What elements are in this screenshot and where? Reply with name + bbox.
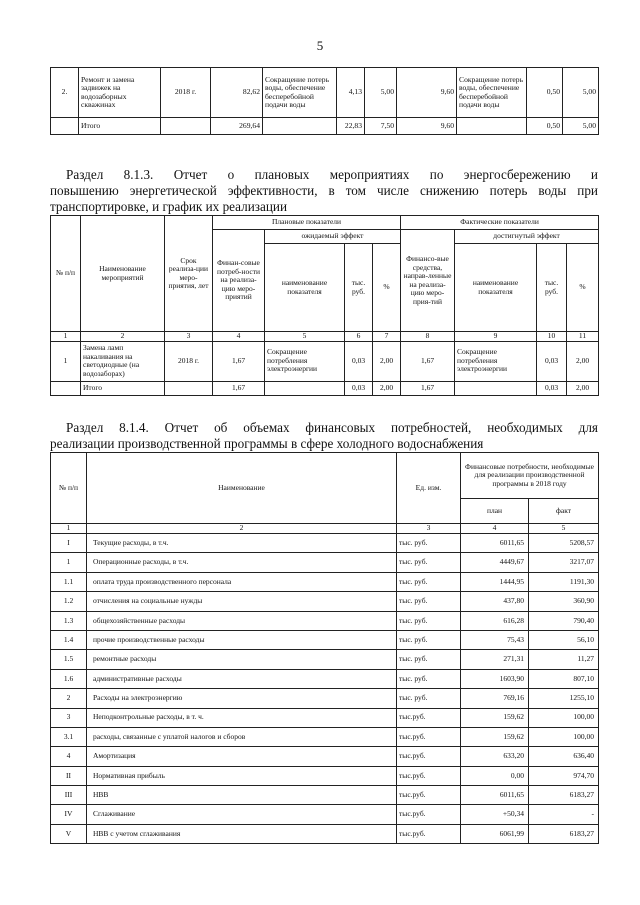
table-row: Итого 269,64 22,83 7,50 9,60 0,50 5,00 <box>51 118 599 135</box>
table-row: IV Сглаживание тыс.руб. +50,34 - <box>51 805 599 824</box>
column-numbers-row: 1 2 3 4 5 6 7 8 9 10 11 <box>51 332 599 342</box>
table-row: 1.4 прочие производственные расходы тыс. руб. 75,43 56,10 <box>51 630 599 649</box>
table-row: 3 Неподконтрольные расходы, в т. ч. тыс.руб. 159,62 100,00 <box>51 708 599 727</box>
table-row: 1.5 ремонтные расходы тыс. руб. 271,31 11,27 <box>51 650 599 669</box>
financial-needs-rows <box>51 534 599 844</box>
table-row: 3.1 расходы, связанные с уплатой налогов и сборов тыс.руб. 159,62 100,00 <box>51 727 599 746</box>
table-row: 1 Операционные расходы, в т.ч. тыс. руб. 4449,67 3217,07 <box>51 553 599 572</box>
column-numbers-row: 1 2 3 4 5 <box>51 524 599 534</box>
section-8-1-4-heading: Раздел 8.1.4. Отчет об объемах финансовых потребностей, необходимых для <box>66 420 598 435</box>
section-8-1-4-heading-cont: реализации производственной программы в сфере холодного водоснабжения <box>50 436 484 451</box>
table-row: II Нормативная прибыль тыс.руб. 0,00 974,70 <box>51 766 599 785</box>
table-row: 2 Расходы на электроэнергию тыс. руб. 769,16 1255,10 <box>51 689 599 708</box>
table-row: 1.1 оплата труда производственного персонала тыс. руб. 1444,95 1191,30 <box>51 572 599 591</box>
table-header-row: Финан-совые потреб-ности на реализа-цию меро-приятий ожидаемый эффект Финансо-вые средства, направ-ленные на реализа-цию меро-прия-тий достигнутый эффект <box>51 230 599 244</box>
section-8-1-3-heading-cont: повышению энергетической эффективности, в том числе снижению потерь воды при транспортировке, и график их реализации <box>50 183 598 214</box>
table-header-row: № п/п Наименование мероприятий Срок реализа-ции меро-приятия, лет Плановые показатели Фактические показатели <box>51 216 599 230</box>
table-row: 1 Замена ламп накаливания на светодиодные (на водозаборах) 2018 г. 1,67 Сокращение потребления электроэнергии 0,03 2,00 1,67 Сокращение потребления электроэнергии 0,03 2,00 <box>51 341 599 381</box>
table-header-row: наименование показателя тыс. руб. % наименование показателя тыс. руб. % <box>51 244 599 332</box>
financial-needs-table <box>50 452 599 844</box>
table-header-row: план факт <box>51 499 599 524</box>
table-row: 1.2 отчисления на социальные нужды тыс. руб. 437,80 360,90 <box>51 592 599 611</box>
table-row: V НВВ с учетом сглаживания тыс.руб. 6061,99 6183,27 <box>51 824 599 843</box>
energy-saving-table <box>50 215 599 396</box>
table-row: 2. Ремонт и замена задвижек на водозаборных скважинах 2018 г. 82,62 Сокращение потерь воды, обеспечение бесперебойной подачи воды 4,13 5,00 9,60 Сокращение потерь воды, обеспечение бесперебойной подачи воды 0,50 5,00 <box>51 68 599 118</box>
section-8-1-3-heading: Раздел 8.1.3. Отчет о плановых мероприятиях по энергосбережению и <box>66 167 598 182</box>
table-row: 4 Амортизация тыс.руб. 633,20 636,40 <box>51 747 599 766</box>
table-row: 1.3 общехозяйственные расходы тыс. руб. 616,28 790,40 <box>51 611 599 630</box>
table-row: I Текущие расходы, в т.ч. тыс. руб. 6011,65 5208,57 <box>51 534 599 553</box>
table-header-row: № п/п Наименование Ед. изм. Финансовые потребности, необходимые для реализации производственной программы в 2018 году <box>51 453 599 499</box>
top-continuation-table <box>50 67 599 135</box>
table-row: Итого 1,67 0,03 2,00 1,67 0,03 2,00 <box>51 381 599 395</box>
table-row: III НВВ тыс.руб. 6011,65 6183,27 <box>51 786 599 805</box>
page-number: 5 <box>316 38 324 53</box>
table-row: 1.6 административные расходы тыс. руб. 1603,90 807,10 <box>51 669 599 688</box>
